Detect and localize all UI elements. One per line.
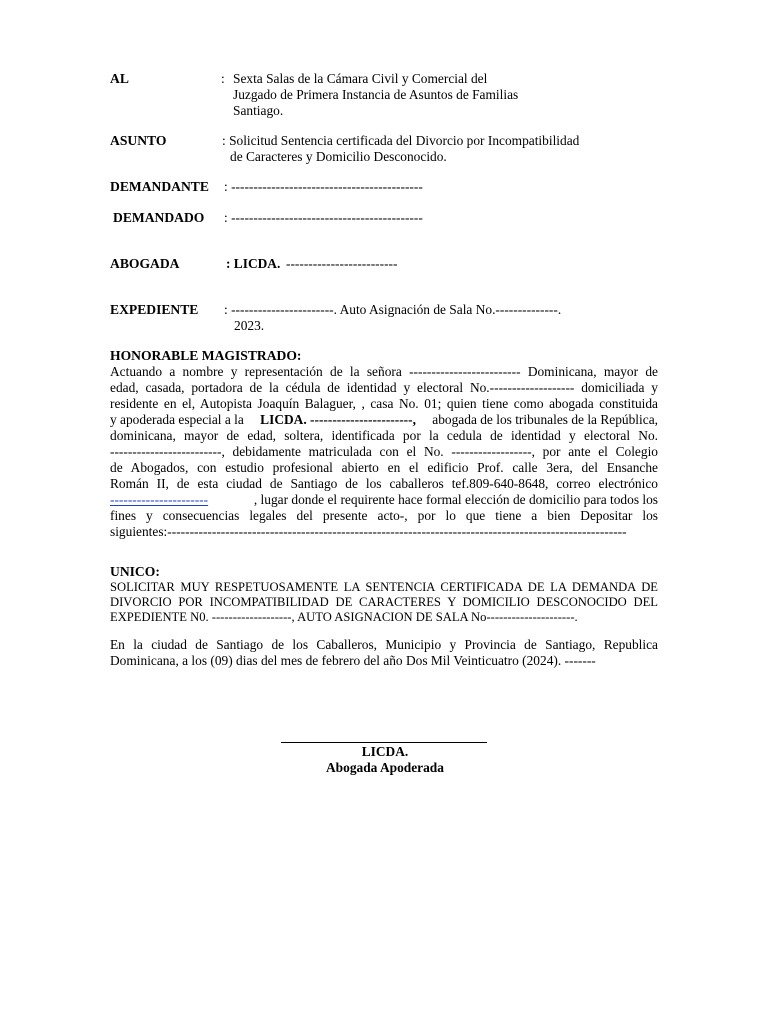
body-line-8: Román II, de esta ciudad de Santiago de los caballeros tef.809-640-8648, correo electrónico <box>110 476 658 491</box>
demandante-label: DEMANDANTE <box>110 179 209 194</box>
body-line-6: -------------------------, debidamente matriculada con el No. ------------------, por ante el Colegio <box>110 444 658 459</box>
body-line-9-rest: , lugar donde el requirente hace formal elección de domicilio para todos los <box>253 492 658 507</box>
asunto-line-1: : Solicitud Sentencia certificada del Divorcio por Incompatibilidad <box>222 133 580 148</box>
expediente-label: EXPEDIENTE <box>110 302 199 317</box>
body-line-2: edad, casada, portadora de la cédula de identidad y electoral No.------------------- domiciliada y <box>110 380 658 395</box>
al-line-1: Sexta Salas de la Cámara Civil y Comercial del <box>233 71 488 86</box>
body-line-5: dominicana, mayor de edad, soltera, identificada por la cedula de identidad y electoral No. <box>110 428 658 443</box>
body-line-4-start: y apoderada especial a la <box>110 412 244 427</box>
asunto-line-2: de Caracteres y Domicilio Desconocido. <box>230 149 447 164</box>
al-line-3: Santiago. <box>233 103 284 118</box>
email-link[interactable]: ---------------------- <box>110 492 209 507</box>
asunto-label: ASUNTO <box>110 133 167 148</box>
body-line-3: residente en el, Autopista Joaquín Balaguer, , casa No. 01; quien tiene como abogada constituida <box>110 396 658 411</box>
al-separator: : <box>221 71 225 86</box>
al-line-2: Juzgado de Primera Instancia de Asuntos de Familias <box>233 87 519 102</box>
unico-line-1: SOLICITAR MUY RESPETUOSAMENTE LA SENTENCIA CERTIFICADA DE LA DEMANDA DE <box>110 580 658 594</box>
demandado-value: : ------------------------------------------- <box>224 210 423 225</box>
closing-line-1: En la ciudad de Santiago de los Caballeros, Municipio y Provincia de Santiago, Republica <box>110 637 658 652</box>
closing-line-2: Dominicana, a los (09) dias del mes de febrero del año Dos Mil Veinticuatro (2024). ------- <box>110 653 596 668</box>
demandado-label: DEMANDADO <box>113 210 205 225</box>
licda-name: LICDA. -----------------------, <box>260 412 416 427</box>
expediente-line-2: 2023. <box>234 318 265 333</box>
unico-line-2: DIVORCIO POR INCOMPATIBILIDAD DE CARACTERES Y DOMICILIO DESCONOCIDO DEL <box>110 595 658 609</box>
abogada-value: ------------------------- <box>286 256 398 271</box>
body-line-1: Actuando a nombre y representación de la señora ------------------------- Dominicana, mayor de <box>110 364 658 379</box>
al-label: AL <box>110 71 129 86</box>
salutation: HONORABLE MAGISTRADO: <box>110 348 302 363</box>
body-line-4-end: abogada de los tribunales de la República, <box>432 412 658 427</box>
demandante-value: : ------------------------------------------- <box>224 179 423 194</box>
abogada-label: ABOGADA <box>110 256 180 271</box>
body-line-4 <box>110 412 658 428</box>
body-line-9 <box>110 492 658 508</box>
abogada-prefix: : LICDA. <box>226 256 281 271</box>
body-line-7: de Abogados, con estudio profesional abierto en el edificio Prof. calle 3era, del Ensanche <box>110 460 658 475</box>
unico-heading: UNICO: <box>110 564 160 579</box>
body-line-10: fines y consecuencias legales del presente acto-, por lo que tiene a bien Depositar los <box>110 508 658 523</box>
signature-title: LICDA. <box>361 744 409 759</box>
unico-line-3: EXPEDIENTE N0. -------------------, AUTO ASIGNACION DE SALA No---------------------. <box>110 610 578 624</box>
expediente-line-1: : -----------------------. Auto Asignación de Sala No.--------------. <box>224 302 562 317</box>
signature-line <box>281 742 487 743</box>
signature-role: Abogada Apoderada <box>326 760 444 775</box>
body-line-11: siguientes:------------------------------------------------------------------------------------------------------- <box>110 524 627 539</box>
